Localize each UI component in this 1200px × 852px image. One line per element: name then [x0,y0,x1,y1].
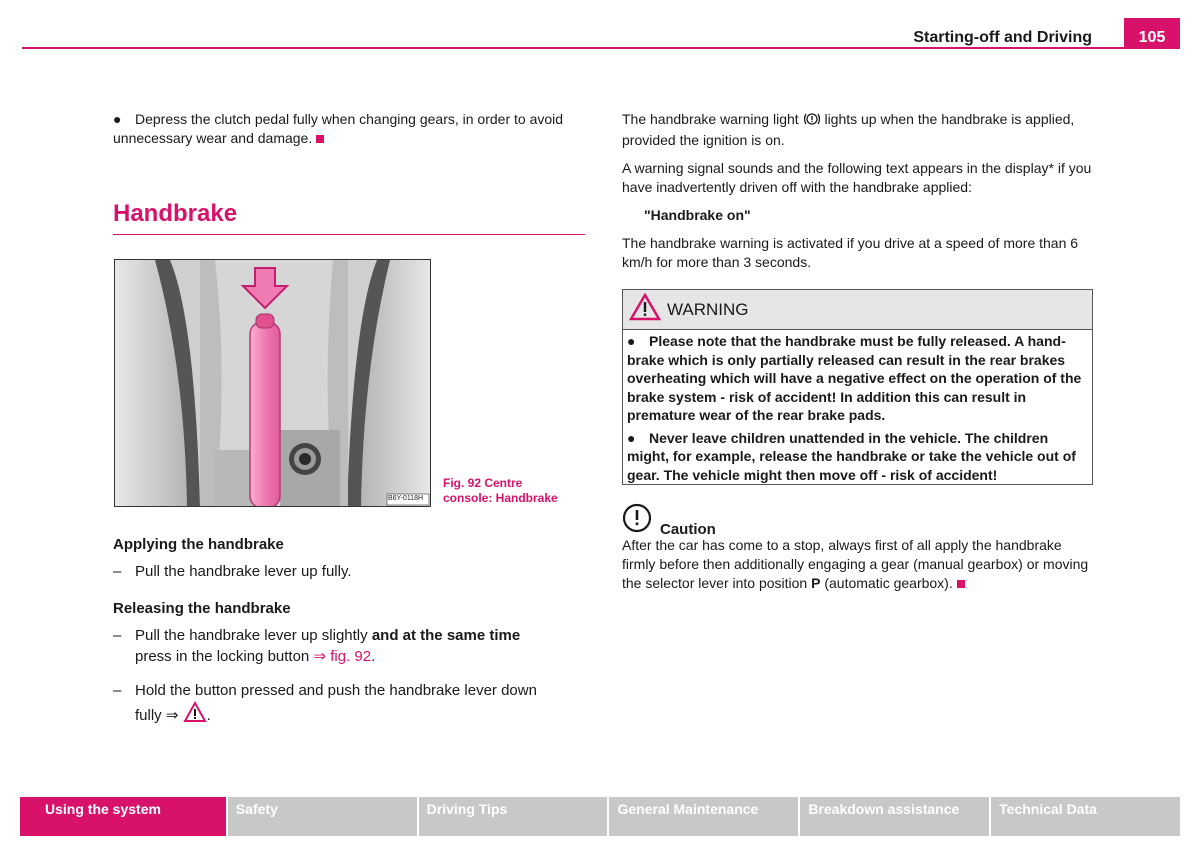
applying-heading: Applying the handbrake [113,536,284,553]
chapter-title: Starting-off and Driving [913,29,1092,46]
dash-marker: – [113,627,122,644]
tab-safety[interactable]: Safety [228,797,417,836]
releasing-step-1 [113,625,585,667]
warning-header [623,290,1092,330]
releasing-heading: Releasing the handbrake [113,600,291,617]
caution-position-p: P [811,575,821,591]
dash-marker: – [113,682,122,699]
releasing-step2-text-b: fully ⇒ [135,707,183,724]
caution-icon [622,503,652,538]
applying-step-text: Pull the handbrake lever up fully. [135,563,352,580]
p1-text-b: lights up when the handbrake is applied, provided the ignition is on. [622,111,1075,148]
releasing-step1-emphasis: and at the same time [371,627,521,644]
warning-title: WARNING [667,299,749,319]
end-of-section-icon [316,135,324,143]
warning-light-paragraph [622,110,1094,150]
warning-box [622,289,1093,485]
dash-marker: – [113,563,122,580]
end-of-section-icon [957,580,965,588]
caution-header [622,503,716,538]
punctuation: . [206,707,211,724]
figure-centre-console [114,259,431,507]
warning-item-2-text: Never leave children unattended in the vehicle. The children might, for example, release the handbrake or take the vehicle out of gear. The vehicle might then move off - risk of accident! [627,429,1076,483]
tab-breakdown-assistance[interactable]: Breakdown assistance [800,797,989,836]
page-number: 105 [1124,18,1180,49]
applying-step [113,561,585,582]
figure-code: B6Y-0118H [388,495,424,502]
intro-paragraph [113,110,585,148]
intro-text: Depress the clutch pedal fully when changing gears, in order to avoid unnecessary wear and damage. [113,111,564,146]
warning-item [627,332,1086,425]
warning-signal-paragraph: A warning signal sounds and the following text appears in the display* if you have inadvertently driven off with the handbrake applied: [622,160,1092,195]
caution-text-c: (automatic gearbox). [820,575,953,591]
tab-using-the-system[interactable]: Using the system [20,797,226,836]
handbrake-illustration [115,260,431,507]
bullet-icon: ● [627,333,636,349]
warning-item-1-text: Please note that the handbrake must be fully released. A hand-brake which is only partially released can result in the rear brakes overheating which will have a negative effect on the operation of the brake system - risk of accident! In addition this can result in premature wear of the rear brake pads. [627,333,1082,423]
handbrake-warning-light-icon [803,112,821,131]
punctuation: . [371,648,376,665]
warning-triangle-icon [629,293,661,326]
releasing-step1-text-c: press in the locking button [135,648,314,665]
speed-paragraph: The handbrake warning is activated if you drive at a speed of more than 6 km/h for more than 3 seconds. [622,235,1079,270]
warning-body [623,330,1092,484]
figure-caption [443,476,583,506]
bullet-icon: ● [627,429,636,446]
caution-text [622,536,1092,593]
figure-caption-line2: console: Handbrake [443,491,558,505]
bullet-icon: ● [113,111,122,127]
warning-item [627,429,1086,485]
tab-general-maintenance[interactable]: General Maintenance [609,797,798,836]
releasing-step1-text-a: Pull the handbrake lever up slightly [135,627,372,644]
footer-nav [20,797,1180,836]
right-column [622,110,1094,281]
releasing-step2-text-a: Hold the button pressed and push the handbrake lever down [135,682,537,699]
display-message: "Handbrake on" [644,207,751,223]
p1-text-a: The handbrake warning light [622,111,803,127]
header-divider [22,47,1180,49]
figure-reference-link[interactable]: ⇒ fig. 92 [313,648,372,665]
tab-technical-data[interactable]: Technical Data [991,797,1180,836]
caution-title: Caution [660,521,716,538]
tab-driving-tips[interactable]: Driving Tips [419,797,608,836]
caution-text-a: After the car has come to a stop, always first of all apply the handbrake firmly before then additionally engaging a gear (manual gearbox) or moving the selector lever into position [622,537,1089,591]
warning-reference-icon[interactable] [183,701,207,729]
figure-caption-line1: Fig. 92 Centre [443,476,523,490]
releasing-step-2 [113,680,585,729]
section-title: Handbrake [113,200,585,235]
left-column [113,110,585,157]
